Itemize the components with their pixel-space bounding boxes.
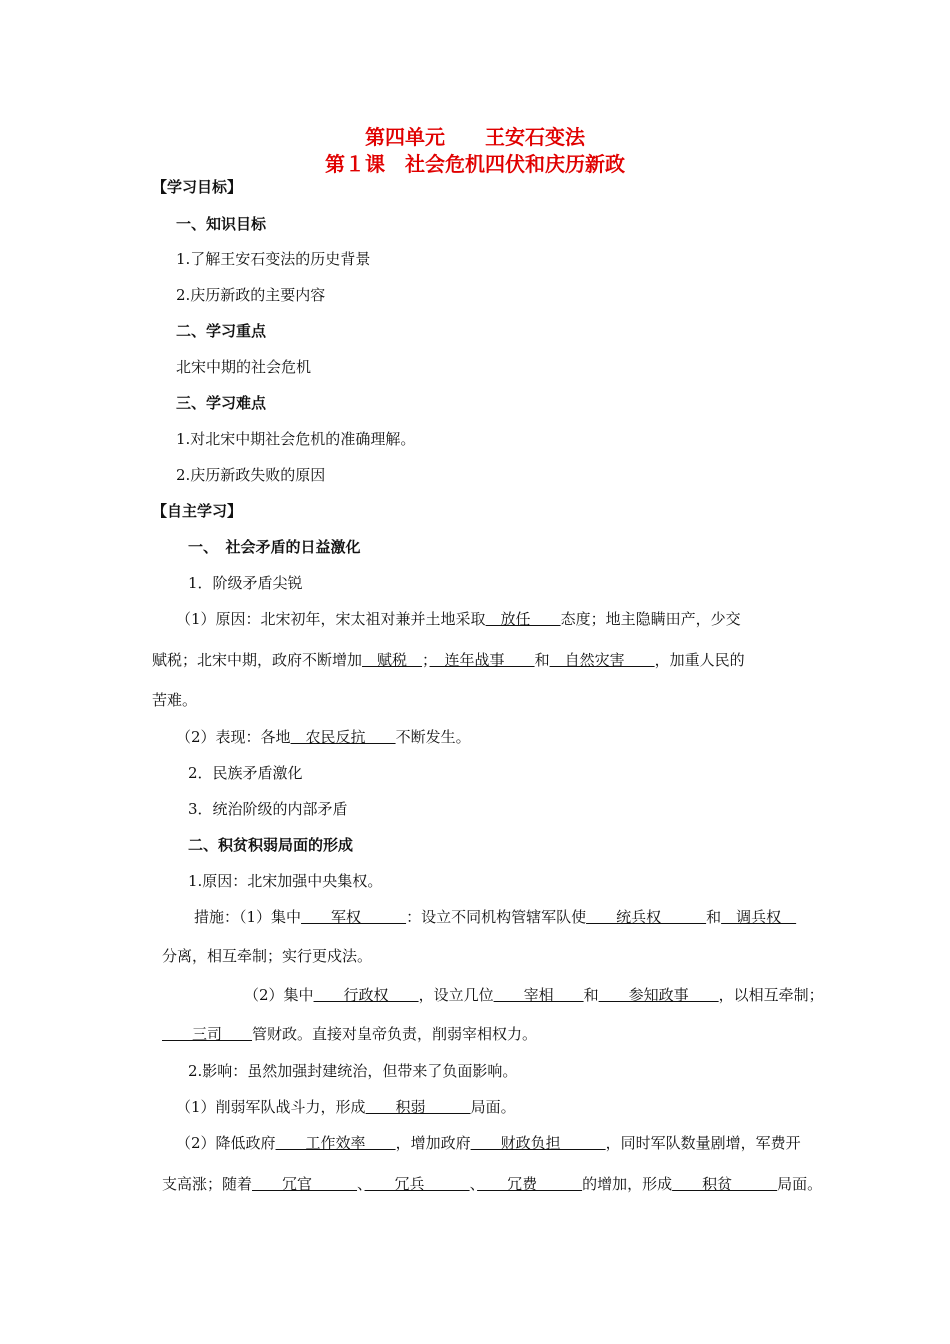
impact-2-a: （2）降低政府 (176, 1134, 276, 1152)
knowledge-goal-2: 2.庆历新政的主要内容 (176, 286, 326, 304)
answer-blank-rongguan: 冗官 (252, 1175, 358, 1193)
answer-blank-zaihai: 自然灾害 (549, 651, 655, 669)
enum-mark: 、 (357, 1175, 365, 1193)
measure-2-d: 管财政。直接对皇帝负责，削弱宰相权力。 (252, 1025, 538, 1043)
answer-blank-rongbing: 冗兵 (364, 1175, 470, 1193)
answer-blank-xingzheng: 行政权 (313, 986, 419, 1004)
answer-blank-tongbing: 统兵权 (586, 908, 707, 926)
answer-blank-fushui: 赋税 (362, 651, 423, 669)
impact-2-f: 局面。 (777, 1175, 823, 1193)
measure-2-a: （2）集中 (244, 986, 314, 1004)
impact-2-line (176, 1133, 801, 1153)
section-1-heading: 一、 社会矛盾的日益激化 (188, 538, 361, 556)
lesson-title: 第１课 社会危机四伏和庆历新政 (325, 152, 625, 176)
show-text-a: （2）表现：各地 (176, 728, 291, 746)
answer-blank-jipin: 积贫 (672, 1175, 778, 1193)
conjunction: 和 (534, 651, 550, 669)
answer-blank-sansi: 三司 (162, 1025, 253, 1043)
measure-2-cont (162, 1024, 537, 1044)
goals-heading: 【学习目标】 (152, 178, 243, 196)
ruling-class-item: 3．统治阶级的内部矛盾 (188, 800, 348, 818)
answer-blank-fudan: 财政负担 (470, 1134, 606, 1152)
answer-blank-canzhi: 参知政事 (598, 986, 719, 1004)
conjunction: 和 (583, 986, 599, 1004)
section-2-heading: 二、积贫积弱局面的形成 (188, 836, 354, 854)
separator: ； (422, 651, 430, 669)
difficulty-2: 2.庆历新政失败的原因 (176, 466, 326, 484)
answer-blank-xiaolv: 工作效率 (275, 1134, 396, 1152)
cause-line-2 (152, 650, 745, 670)
centralization-cause: 1.原因：北宋加强中央集权。 (188, 872, 383, 890)
impact-2-c: ，同时军队数量剧增，军费开 (605, 1134, 801, 1152)
measure-1-b: ：设立不同机构管辖军队使 (406, 908, 587, 926)
answer-blank-fangren: 放任 (485, 610, 561, 628)
impact-1-b: 局面。 (470, 1098, 516, 1116)
answer-blank-fankang: 农民反抗 (290, 728, 396, 746)
self-study-heading: 【自主学习】 (152, 502, 243, 520)
answer-blank-zaixiang: 宰相 (493, 986, 584, 1004)
impact-line: 2.影响：虽然加强封建统治，但带来了负面影响。 (188, 1062, 518, 1080)
enum-mark: 、 (469, 1175, 478, 1193)
measure-1-cont: 分离，相互牵制；实行更戍法。 (162, 947, 373, 965)
cause-line-3: 苦难。 (152, 691, 198, 709)
measure-1-line (194, 907, 796, 927)
manifestation-line (176, 727, 471, 747)
focus-text: 北宋中期的社会危机 (176, 358, 312, 376)
ethnic-conflict-item: 2．民族矛盾激化 (188, 764, 303, 782)
focus-heading: 二、学习重点 (176, 322, 267, 340)
impact-1-a: （1）削弱军队战斗力，形成 (176, 1098, 366, 1116)
impact-2-b: ，增加政府 (395, 1134, 471, 1152)
answer-blank-diaobing: 调兵权 (721, 908, 797, 926)
knowledge-goals-heading: 一、知识目标 (176, 215, 267, 233)
impact-2-e: 的增加，形成 (582, 1175, 673, 1193)
measure-2-b: ，设立几位 (418, 986, 494, 1004)
answer-blank-zhanshi: 连年战事 (429, 651, 535, 669)
answer-blank-rongfei: 冗费 (477, 1175, 583, 1193)
impact-2-cont (162, 1174, 822, 1194)
answer-blank-jiruo: 积弱 (365, 1098, 471, 1116)
cause-text-a: （1）原因：北宋初年，宋太祖对兼并土地采取 (176, 610, 486, 628)
impact-1-line (176, 1097, 516, 1117)
show-text-b: 不断发生。 (395, 728, 471, 746)
impact-2-d: 支高涨；随着 (162, 1175, 253, 1193)
cause-text-b: 态度；地主隐瞒田产，少交 (560, 610, 741, 628)
measure-1-a: 措施：（1）集中 (194, 908, 302, 926)
measure-2-c: ，以相互牵制； (718, 986, 824, 1004)
answer-blank-junquan: 军权 (301, 908, 407, 926)
difficulty-heading: 三、学习难点 (176, 394, 267, 412)
difficulty-1: 1.对北宋中期社会危机的准确理解。 (176, 430, 416, 448)
class-conflict-item: 1．阶级矛盾尖锐 (188, 574, 303, 592)
conjunction: 和 (706, 908, 722, 926)
cause-line-1 (176, 609, 741, 629)
cause-text-d: ，加重人民的 (654, 651, 745, 669)
cause-text-c: 赋税；北宋中期，政府不断增加 (152, 651, 363, 669)
knowledge-goal-1: 1.了解王安石变法的历史背景 (176, 250, 371, 268)
unit-title: 第四单元 王安石变法 (365, 125, 585, 149)
measure-2-line (244, 985, 824, 1005)
